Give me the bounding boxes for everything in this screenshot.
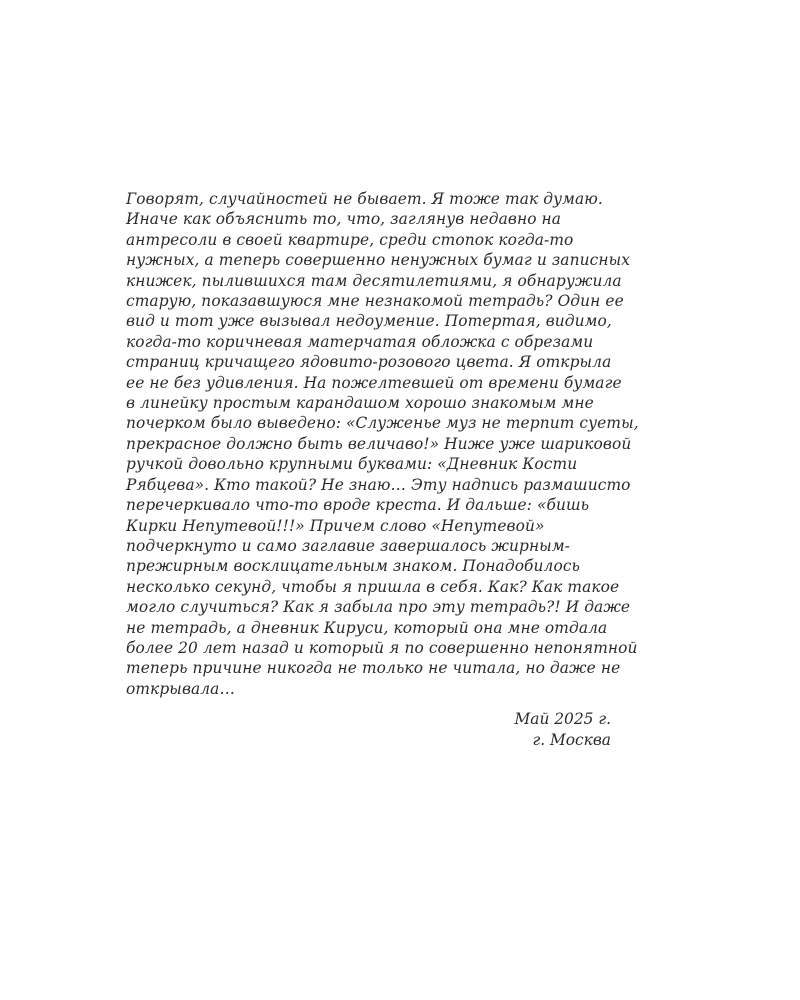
text-line: подчеркнуто и само заглавие завершалось жирным- bbox=[126, 536, 570, 555]
signature-date: Май 2025 г. bbox=[514, 710, 611, 728]
text-line: старую, показавшуюся мне незнакомой тетрадь? Один ее bbox=[126, 292, 624, 311]
text-line: несколько секунд, чтобы я пришла в себя. Как? Как такое bbox=[126, 577, 620, 596]
signature-place: г. Москва bbox=[532, 731, 611, 749]
text-line: теперь причине никогда не только не читала, но даже не bbox=[126, 659, 621, 678]
text-line: Иначе как объяснить то, что, заглянув недавно на bbox=[126, 210, 562, 229]
text-line: книжек, пылившихся там десятилетиями, я обнаружила bbox=[126, 271, 622, 290]
text-line: прежирным восклицательным знаком. Понадобилось bbox=[126, 557, 581, 576]
text-line: Кирки Непутевой!!!» Причем слово «Непутевой» bbox=[126, 516, 545, 535]
text-line: Рябцева». Кто такой? Не знаю… Эту надпись размашисто bbox=[126, 475, 631, 494]
text-line: нужных, а теперь совершенно ненужных бумаг и записных bbox=[126, 251, 630, 270]
text-line: вид и тот уже вызывал недоумение. Потертая, видимо, bbox=[126, 312, 612, 331]
text-line: более 20 лет назад и который я по совершенно непонятной bbox=[126, 638, 638, 657]
main-text bbox=[126, 189, 639, 699]
text-line: почерком было выведено: «Служенье муз не терпит суеты, bbox=[126, 414, 639, 433]
text-line: перечеркивало что-то вроде креста. И дальше: «бишь bbox=[126, 496, 590, 515]
text-line: могло случиться? Как я забыла про эту тетрадь?! И даже bbox=[126, 598, 631, 617]
text-line: в линейку простым карандашом хорошо знакомым мне bbox=[126, 394, 594, 413]
text-line: ее не без удивления. На пожелтевшей от времени бумаге bbox=[126, 373, 622, 392]
text-line: прекрасное должно быть величаво!» Ниже уже шариковой bbox=[126, 434, 632, 453]
text-line: Говорят, случайностей не бывает. Я тоже так думаю. bbox=[126, 190, 603, 208]
text-line: антресоли в своей квартире, среди стопок когда-то bbox=[126, 230, 574, 249]
text-line: когда-то коричневая матерчатая обложка с обрезами bbox=[126, 332, 594, 351]
signature-block bbox=[515, 709, 611, 751]
text-line: открывала… bbox=[126, 679, 235, 698]
text-line: ручкой довольно крупными буквами: «Дневник Кости bbox=[126, 455, 578, 474]
text-line: страниц кричащего ядовито-розового цвета. Я открыла bbox=[126, 353, 612, 372]
text-line: не тетрадь, а дневник Кируси, который она мне отдала bbox=[126, 618, 608, 637]
